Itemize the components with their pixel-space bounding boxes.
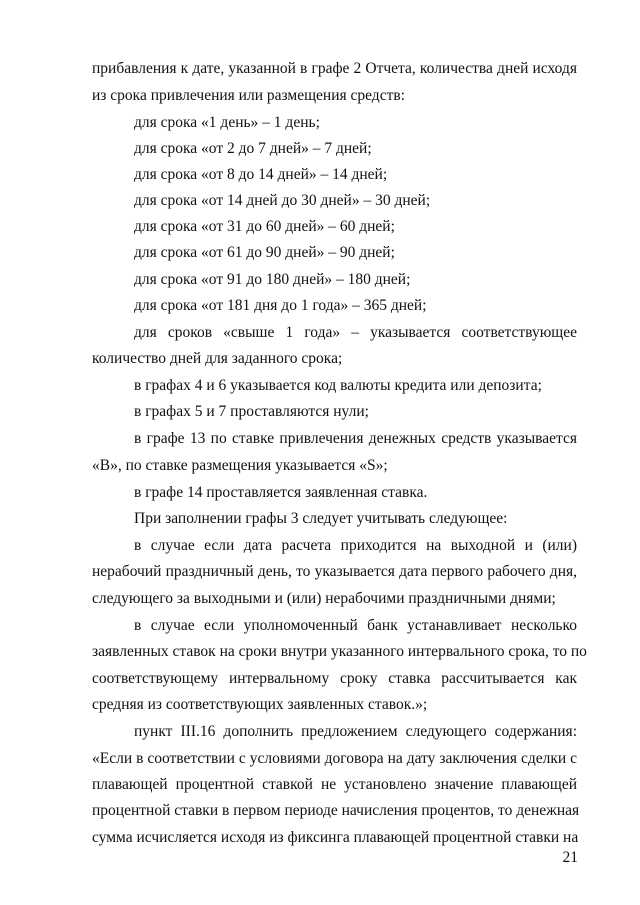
text-line: из срока привлечения или размещения средств: bbox=[92, 87, 405, 104]
text-line: плавающей процентной ставкой не установлено значение плавающей bbox=[92, 776, 577, 793]
list-item: для срока «от 91 до 180 дней» – 180 дней; bbox=[134, 271, 411, 288]
text-line: следующего за выходными и (или) нерабочими праздничными днями; bbox=[92, 590, 556, 607]
list-item: для срока «от 2 до 7 дней» – 7 дней; bbox=[134, 140, 372, 157]
text-line: в случае если уполномоченный банк устанавливает несколько bbox=[134, 617, 577, 634]
text-line: соответствующему интервальному сроку ставка рассчитывается как bbox=[92, 670, 577, 687]
text-line: в случае если дата расчета приходится на выходной и (или) bbox=[134, 537, 577, 554]
text-line: заявленных ставок на сроки внутри указанного интервального срока, то по bbox=[92, 643, 587, 660]
text-line: для сроков «свыше 1 года» – указывается соответствующее bbox=[134, 324, 577, 341]
text-line: средняя из соответствующих заявленных ставок.»; bbox=[92, 696, 428, 713]
list-item: для срока «от 61 до 90 дней» – 90 дней; bbox=[134, 244, 395, 261]
text-line: «Если в соответствии с условиями договора на дату заключения сделки с bbox=[92, 750, 577, 767]
text-line: в графе 14 проставляется заявленная ставка. bbox=[134, 484, 428, 501]
text-line: нерабочий праздничный день, то указывается дата первого рабочего дня, bbox=[92, 563, 577, 580]
text-line: в графах 4 и 6 указывается код валюты кредита или депозита; bbox=[134, 377, 542, 394]
text-line: пункт III.16 дополнить предложением следующего содержания: bbox=[134, 723, 577, 740]
text-line: «B», по ставке размещения указывается «S»; bbox=[92, 457, 388, 474]
text-line: сумма исчисляется исходя из фиксинга плавающей процентной ставки на bbox=[92, 829, 579, 846]
text-line: прибавления к дате, указанной в графе 2 Отчета, количества дней исходя bbox=[92, 60, 577, 77]
list-item: для срока «от 181 дня до 1 года» – 365 дней; bbox=[134, 297, 427, 314]
text-line: При заполнении графы 3 следует учитывать следующее: bbox=[134, 510, 508, 527]
list-item: для срока «1 день» – 1 день; bbox=[134, 114, 320, 131]
page-number: 21 bbox=[562, 849, 578, 866]
list-item: для срока «от 8 до 14 дней» – 14 дней; bbox=[134, 166, 388, 183]
list-item: для срока «от 31 до 60 дней» – 60 дней; bbox=[134, 218, 395, 235]
text-line: количество дней для заданного срока; bbox=[92, 350, 343, 367]
text-line: в графе 13 по ставке привлечения денежных средств указывается bbox=[134, 430, 577, 447]
list-item: для срока «от 14 дней до 30 дней» – 30 дней; bbox=[134, 192, 431, 209]
text-line: в графах 5 и 7 проставляются нули; bbox=[134, 403, 369, 420]
text-line: процентной ставки в первом периоде начисления процентов, то денежная bbox=[92, 802, 580, 819]
